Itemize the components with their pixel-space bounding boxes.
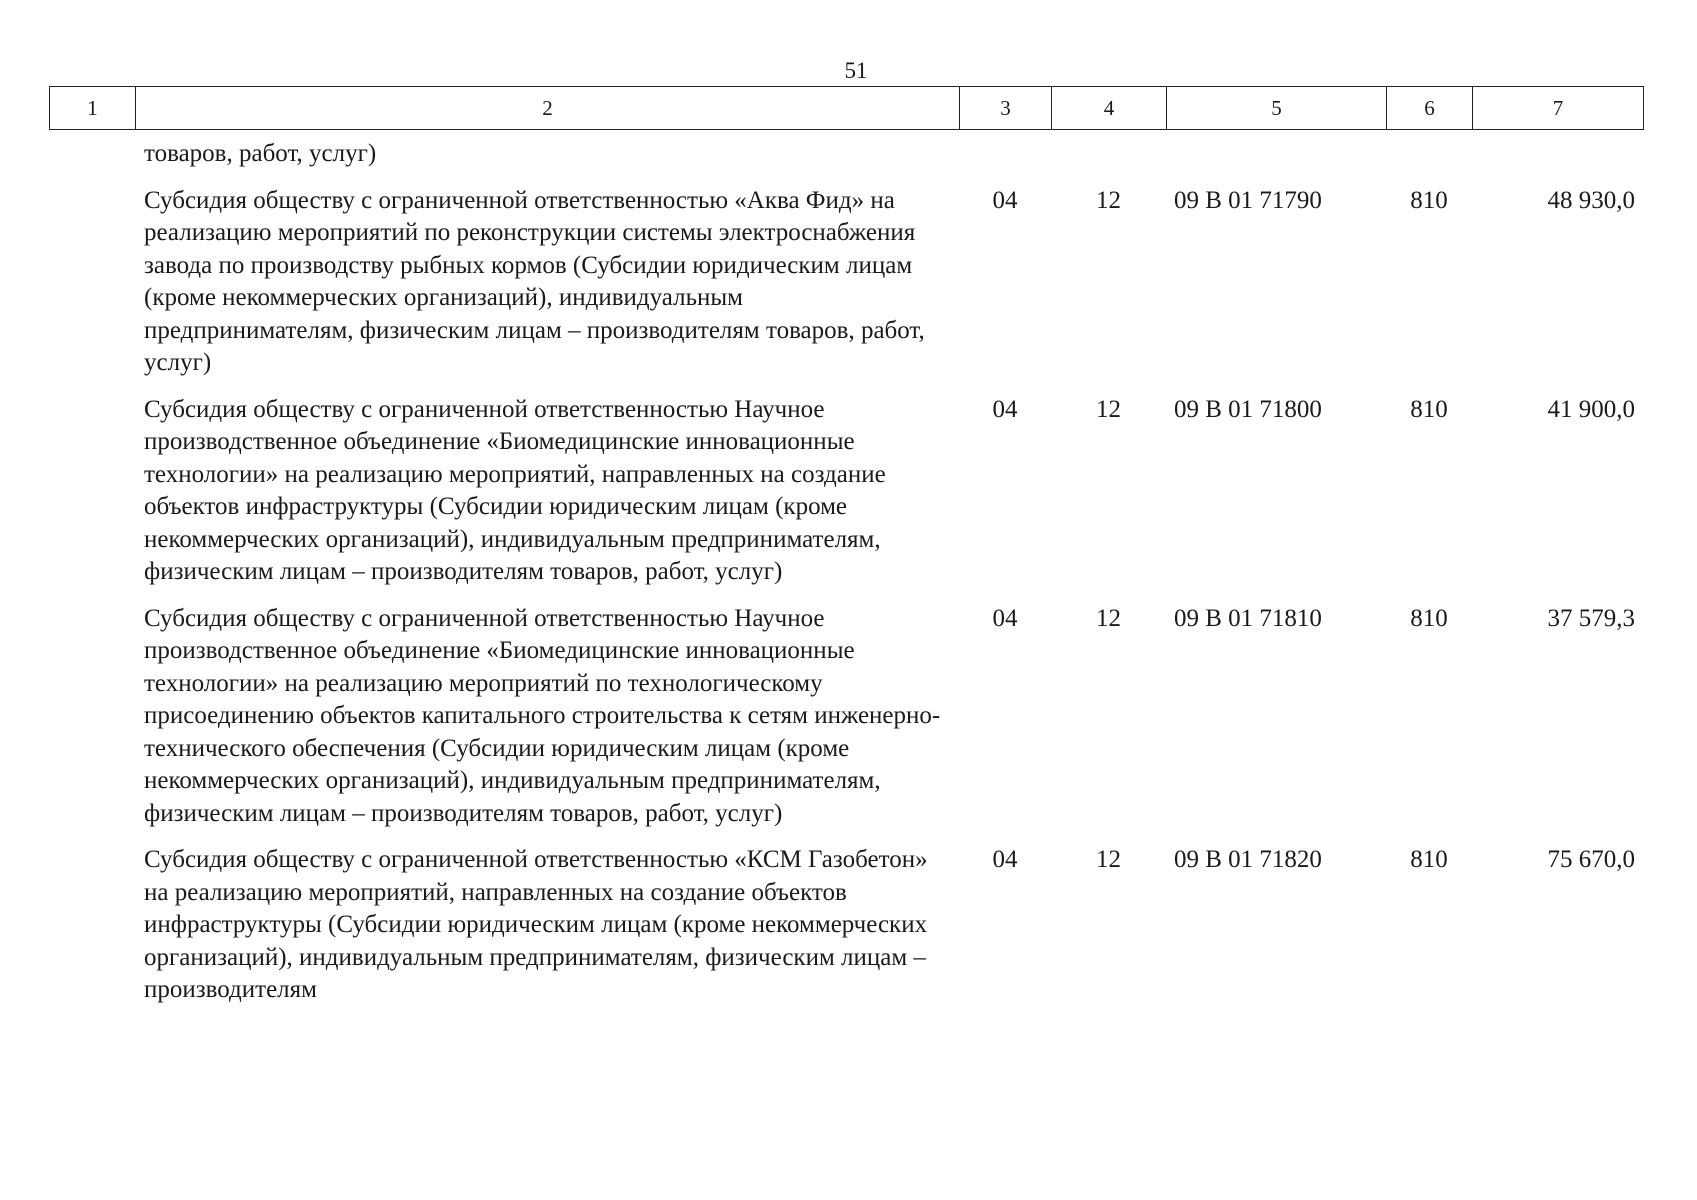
header-col-2: 2 <box>136 87 960 130</box>
budget-table-body <box>49 138 1643 1021</box>
header-col-1: 1 <box>50 87 136 130</box>
row-description: Субсидия обществу с ограниченной ответственностью Научное производственное объединение «Биомедицинские инновационные технологии» на реализацию мероприятий по технологическому присоединению объектов капитального строительства к сетям инженерно-технического обеспечения (Субсидии юридическим лицам (кроме некоммерческих организаций), индивидуальным предпринимателям, физическим лицам – производителям товаров, работ, услуг) <box>144 604 941 827</box>
header-col-6: 6 <box>1387 87 1473 130</box>
row-target-code: 09 В 01 71800 <box>1174 395 1322 423</box>
row-amount: 37 579,3 <box>1547 604 1635 632</box>
row-amount: 75 670,0 <box>1547 846 1635 873</box>
page-number: 51 <box>844 58 868 83</box>
table-row <box>49 844 1643 1021</box>
table-row <box>49 185 1643 394</box>
header-col-4: 4 <box>1052 87 1167 130</box>
row-section: 04 <box>992 186 1018 214</box>
table-row <box>49 394 1643 603</box>
header-col-3: 3 <box>960 87 1052 130</box>
row-amount: 41 900,0 <box>1547 395 1635 423</box>
row-description: Субсидия обществу с ограниченной ответственностью Научное производственное объединение «Биомедицинские инновационные технологии» на реализацию мероприятий, направленных на создание объектов инфраструктуры (Субсидии юридическим лицам (кроме некоммерческих организаций), индивидуальным предпринимателям, физическим лицам – производителям товаров, работ, услуг) <box>144 395 886 585</box>
row-section: 04 <box>992 846 1018 873</box>
row-expense-type: 810 <box>1410 604 1448 632</box>
row-amount: 48 930,0 <box>1547 186 1635 214</box>
row-section: 04 <box>992 395 1018 423</box>
header-col-5: 5 <box>1167 87 1387 130</box>
header-row <box>50 87 1644 130</box>
row-target-code: 09 В 01 71820 <box>1174 846 1322 873</box>
row-expense-type: 810 <box>1410 395 1448 423</box>
continuation-row <box>49 138 1643 185</box>
row-section: 04 <box>992 604 1018 632</box>
row-subsection: 12 <box>1096 846 1121 873</box>
table-row <box>49 603 1643 845</box>
row-target-code: 09 В 01 71790 <box>1174 186 1322 214</box>
row-description: Субсидия обществу с ограниченной ответственностью «Аква Фид» на реализацию мероприятий по реконструкции системы электроснабжения завода по производству рыбных кормов (Субсидии юридическим лицам (кроме некоммерческих организаций), индивидуальным предпринимателям, физическим лицам – производителям товаров, работ, услуг) <box>144 186 925 376</box>
header-col-7: 7 <box>1473 87 1644 130</box>
row-description: Субсидия обществу с ограниченной ответственностью «КСМ Газобетон» на реализацию мероприятий, направленных на создание объектов инфраструктуры (Субсидии юридическим лицам (кроме некоммерческих организаций), индивидуальным предпринимателям, физическим лицам – производителям <box>144 846 928 1003</box>
row-target-code: 09 В 01 71810 <box>1174 604 1322 632</box>
continuation-text: товаров, работ, услуг) <box>144 140 377 167</box>
row-subsection: 12 <box>1096 395 1121 423</box>
row-expense-type: 810 <box>1410 846 1448 873</box>
row-subsection: 12 <box>1096 604 1121 632</box>
row-subsection: 12 <box>1096 186 1121 214</box>
row-expense-type: 810 <box>1410 186 1448 214</box>
column-number-header <box>49 86 1644 130</box>
